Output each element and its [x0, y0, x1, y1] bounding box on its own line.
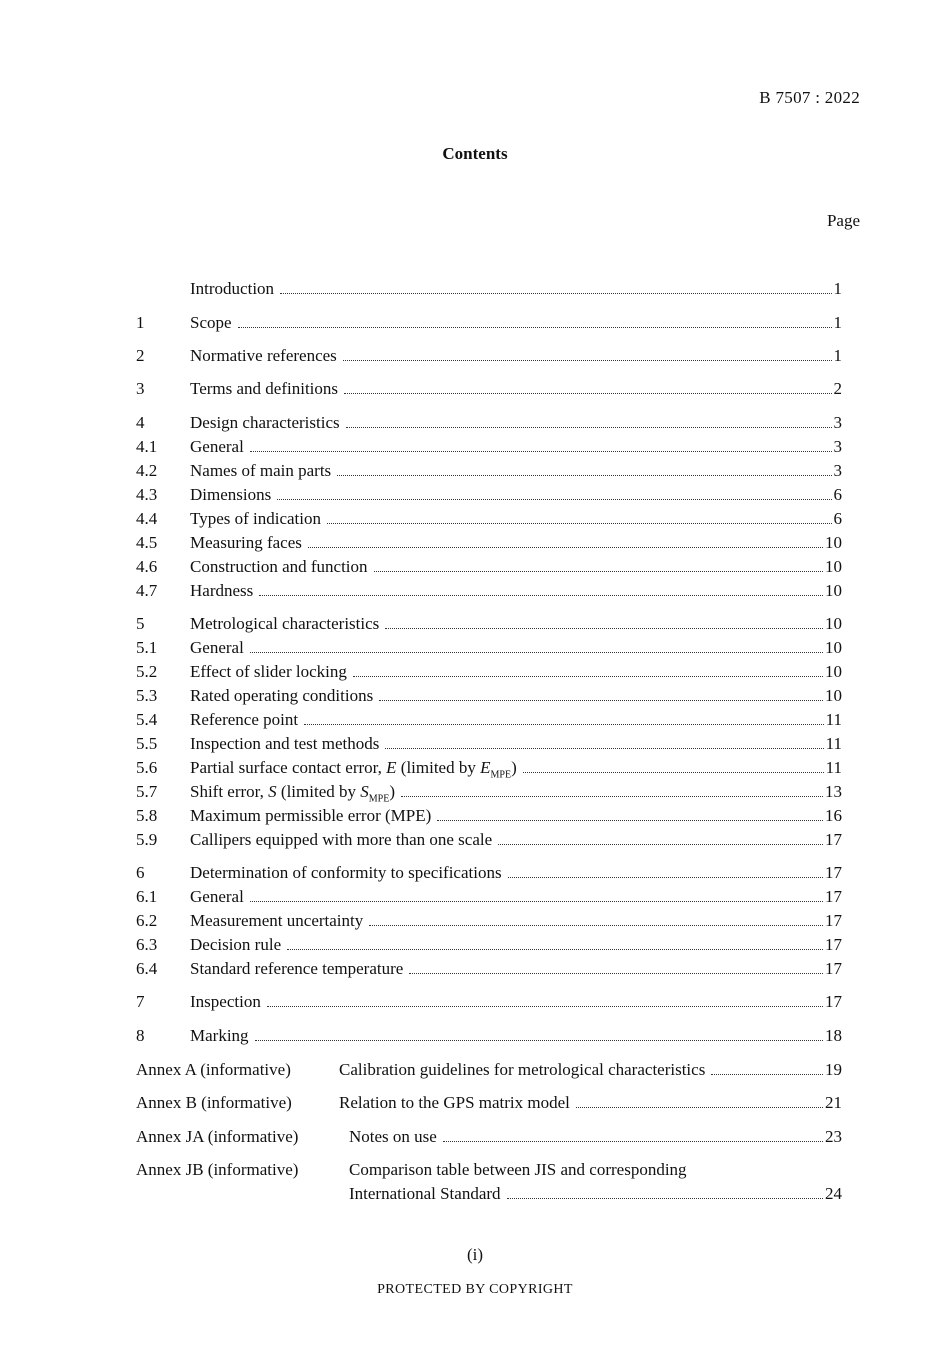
- toc-page-number: 17: [825, 830, 842, 849]
- dot-leader: [409, 973, 823, 974]
- toc-section-number: 5.6: [136, 758, 158, 777]
- toc-section-number: 6.4: [136, 959, 158, 978]
- toc-row[interactable]: [136, 377, 842, 401]
- toc-section-number: 6.1: [136, 887, 158, 906]
- toc-entry: [136, 1058, 842, 1082]
- dot-leader: [344, 393, 831, 394]
- toc-page-number: 3: [833, 437, 842, 456]
- toc-entry-label: Dimensions: [190, 485, 272, 504]
- annex-row[interactable]: [136, 1091, 842, 1115]
- toc-section-number: 2: [136, 346, 145, 365]
- toc-section-number: 4.4: [136, 509, 158, 528]
- toc-row[interactable]: [136, 411, 842, 435]
- dot-leader: [401, 796, 823, 797]
- toc-entry: [190, 1024, 842, 1048]
- toc-entry-label: Normative references: [190, 346, 337, 365]
- toc-section-number: 6.2: [136, 911, 158, 930]
- dot-leader: [287, 949, 823, 950]
- toc-row[interactable]: [136, 828, 842, 852]
- dot-leader: [346, 427, 832, 428]
- toc-row[interactable]: [136, 756, 842, 780]
- dot-leader: [443, 1141, 823, 1142]
- toc-row[interactable]: [136, 684, 842, 708]
- toc-section-number: 5.2: [136, 662, 158, 681]
- toc-entry: [190, 990, 842, 1014]
- toc-entry: [190, 636, 842, 660]
- toc-entry: [190, 885, 842, 909]
- dot-leader: [238, 327, 832, 328]
- toc-page-number: 16: [825, 806, 842, 825]
- toc-row[interactable]: [136, 708, 842, 732]
- toc-page-number: 13: [825, 782, 842, 801]
- toc-section-number: 6.3: [136, 935, 158, 954]
- toc-entry: [190, 828, 842, 852]
- toc-entry: [190, 804, 842, 828]
- label-text: (limited by: [276, 782, 361, 801]
- dot-leader: [374, 571, 823, 572]
- toc-row[interactable]: [136, 957, 842, 981]
- toc-entry-label: Determination of conformity to specifications: [190, 863, 502, 882]
- dot-leader: [327, 523, 831, 524]
- toc-page-number: 2: [833, 379, 842, 398]
- toc-entry-label: Construction and function: [190, 557, 368, 576]
- toc-entry-label: Names of main parts: [190, 461, 332, 480]
- toc-entry: [190, 435, 842, 459]
- toc-page-number: 17: [825, 959, 842, 978]
- annex-title: Calibration guidelines for metrological characteristics: [339, 1060, 706, 1079]
- toc-section-number: 3: [136, 379, 145, 398]
- toc-row[interactable]: [136, 311, 842, 335]
- toc-row[interactable]: [136, 277, 842, 301]
- document-number: B 7507 : 2022: [759, 88, 860, 107]
- toc-entry: [190, 933, 842, 957]
- toc-entry-label: Inspection: [190, 992, 261, 1011]
- toc-section-number: 5.7: [136, 782, 158, 801]
- toc-row[interactable]: [136, 732, 842, 756]
- toc-page-number: 11: [825, 734, 842, 753]
- toc-page-number: 17: [825, 911, 842, 930]
- toc-entry-continued: [136, 1182, 842, 1206]
- dot-leader: [337, 475, 831, 476]
- toc-entry: [190, 861, 842, 885]
- annex-row[interactable]: [136, 1158, 842, 1206]
- toc-page-number: 6: [833, 509, 842, 528]
- toc-row[interactable]: [136, 483, 842, 507]
- dot-leader: [277, 499, 831, 500]
- toc-row[interactable]: [136, 636, 842, 660]
- toc-entry: [190, 311, 842, 335]
- toc-row[interactable]: [136, 885, 842, 909]
- toc-entry-label: Measuring faces: [190, 533, 302, 552]
- math-variable: S: [268, 782, 277, 801]
- toc-entry: [190, 909, 842, 933]
- dot-leader: [369, 925, 823, 926]
- annex-title-line2: International Standard: [349, 1184, 501, 1203]
- toc-entry-label: Standard reference temperature: [190, 959, 404, 978]
- math-variable: E: [480, 758, 491, 777]
- toc-entry: [190, 344, 842, 368]
- toc-row[interactable]: [136, 507, 842, 531]
- toc-row[interactable]: [136, 1024, 842, 1048]
- toc-entry-label: Effect of slider locking: [190, 662, 347, 681]
- toc-entry-label: Terms and definitions: [190, 379, 339, 398]
- toc-page-number: 18: [825, 1026, 842, 1045]
- toc-section-number: 5.8: [136, 806, 158, 825]
- toc-row[interactable]: [136, 861, 842, 885]
- toc-row[interactable]: [136, 990, 842, 1014]
- toc-section-number: 5.4: [136, 710, 158, 729]
- dot-leader: [255, 1040, 823, 1041]
- toc-entry: [190, 957, 842, 981]
- label-text: (limited by: [396, 758, 481, 777]
- annex-row[interactable]: [136, 1058, 842, 1082]
- toc-row[interactable]: [136, 780, 842, 804]
- annex-designation: Annex B (informative): [136, 1093, 292, 1112]
- table-of-contents: [136, 0, 842, 1345]
- dot-leader: [259, 595, 823, 596]
- toc-page-number: 10: [825, 662, 842, 681]
- toc-page-number: 10: [825, 533, 842, 552]
- label-text: ): [511, 758, 517, 777]
- dot-leader: [353, 676, 823, 677]
- math-subscript: MPE: [368, 793, 390, 805]
- toc-section-number: 6: [136, 863, 145, 882]
- toc-page-number: 6: [833, 485, 842, 504]
- toc-row[interactable]: [136, 435, 842, 459]
- dot-leader: [385, 748, 823, 749]
- dot-leader: [508, 877, 823, 878]
- toc-page-number: 10: [825, 581, 842, 600]
- toc-page-number: 1: [833, 279, 842, 298]
- toc-page-number: 17: [825, 887, 842, 906]
- toc-entry: [136, 1091, 842, 1115]
- toc-row[interactable]: [136, 933, 842, 957]
- toc-entry: [190, 277, 842, 301]
- annex-title: Relation to the GPS matrix model: [339, 1093, 570, 1112]
- dot-leader: [385, 628, 823, 629]
- label-text: ): [389, 782, 395, 801]
- toc-page-number: 17: [825, 863, 842, 882]
- dot-leader: [379, 700, 823, 701]
- toc-entry-label: Callipers equipped with more than one scale: [190, 830, 493, 849]
- toc-entry: [190, 612, 842, 636]
- toc-entry-label: Design characteristics: [190, 413, 340, 432]
- toc-page-number: 1: [833, 313, 842, 332]
- dot-leader: [437, 820, 823, 821]
- dot-leader: [250, 901, 823, 902]
- toc-page-number: 11: [825, 758, 842, 777]
- toc-entry: [190, 660, 842, 684]
- toc-page-number: 3: [833, 413, 842, 432]
- toc-page-number: 11: [825, 710, 842, 729]
- toc-page-number: 3: [833, 461, 842, 480]
- math-variable: S: [360, 782, 369, 801]
- toc-page-number: 10: [825, 557, 842, 576]
- toc-entry-label: Hardness: [190, 581, 254, 600]
- dot-leader: [523, 772, 824, 773]
- toc-row[interactable]: [136, 804, 842, 828]
- annex-designation: Annex JA (informative): [136, 1127, 299, 1146]
- toc-page-number: 17: [825, 935, 842, 954]
- page-number: (i): [466, 1245, 484, 1264]
- annex-designation: Annex JB (informative): [136, 1160, 299, 1179]
- toc-page-number: 1: [833, 346, 842, 365]
- toc-section-number: 4.5: [136, 533, 158, 552]
- toc-entry-label: Inspection and test methods: [190, 734, 380, 753]
- toc-row[interactable]: [136, 555, 842, 579]
- toc-section-number: 4.1: [136, 437, 158, 456]
- toc-entry: [136, 1125, 842, 1149]
- math-subscript: MPE: [490, 769, 512, 781]
- dot-leader: [308, 547, 823, 548]
- toc-entry-label: Decision rule: [190, 935, 282, 954]
- toc-entry: [190, 483, 842, 507]
- toc-entry-label: General: [190, 887, 244, 906]
- toc-entry-label: Rated operating conditions: [190, 686, 374, 705]
- toc-entry: [190, 531, 842, 555]
- toc-row[interactable]: [136, 459, 842, 483]
- toc-section-number: 5.3: [136, 686, 158, 705]
- toc-row[interactable]: [136, 612, 842, 636]
- dot-leader: [250, 451, 832, 452]
- copyright-notice: PROTECTED BY COPYRIGHT: [377, 1282, 573, 1297]
- toc-section-number: 4.3: [136, 485, 158, 504]
- toc-entry-label: Scope: [190, 313, 232, 332]
- toc-entry-label: Metrological characteristics: [190, 614, 380, 633]
- toc-page-number: 10: [825, 638, 842, 657]
- toc-entry: [190, 555, 842, 579]
- toc-page-number: 21: [825, 1093, 842, 1112]
- annex-title: Comparison table between JIS and corresponding: [349, 1160, 687, 1179]
- dot-leader: [498, 844, 823, 845]
- toc-page-number: 10: [825, 614, 842, 633]
- toc-entry: [190, 684, 842, 708]
- annex-row[interactable]: [136, 1125, 842, 1149]
- label-text: Partial surface contact error,: [190, 758, 387, 777]
- page-title: Contents: [442, 144, 508, 163]
- dot-leader: [267, 1006, 823, 1007]
- toc-row[interactable]: [136, 344, 842, 368]
- annex-designation: Annex A (informative): [136, 1060, 291, 1079]
- toc-entry-label: Introduction: [190, 279, 275, 298]
- toc-page-number: 17: [825, 992, 842, 1011]
- page-column-header: Page: [826, 211, 860, 230]
- toc-section-number: 5.1: [136, 638, 158, 657]
- toc-entry: [190, 507, 842, 531]
- math-variable: E: [386, 758, 397, 777]
- toc-section-number: 5.5: [136, 734, 158, 753]
- annex-title: Notes on use: [349, 1127, 437, 1146]
- toc-page-number: 19: [825, 1060, 842, 1079]
- dot-leader: [304, 724, 824, 725]
- toc-section-number: 4.7: [136, 581, 158, 600]
- toc-entry: [190, 377, 842, 401]
- toc-entry: [190, 411, 842, 435]
- toc-entry-label: Marking: [190, 1026, 249, 1045]
- toc-entry-label: Types of indication: [190, 509, 322, 528]
- toc-row[interactable]: [136, 660, 842, 684]
- toc-section-number: 4.6: [136, 557, 158, 576]
- toc-entry: [190, 708, 842, 732]
- toc-entry: [136, 1158, 842, 1182]
- toc-section-number: 7: [136, 992, 145, 1011]
- toc-entry-label: Measurement uncertainty: [190, 911, 364, 930]
- toc-section-number: 1: [136, 313, 145, 332]
- dot-leader: [280, 293, 831, 294]
- toc-page-number: 10: [825, 686, 842, 705]
- toc-section-number: 4: [136, 413, 145, 432]
- toc-row[interactable]: [136, 909, 842, 933]
- dot-leader: [711, 1074, 823, 1075]
- toc-section-number: 5.9: [136, 830, 158, 849]
- toc-entry-label: General: [190, 437, 244, 456]
- toc-section-number: 5: [136, 614, 145, 633]
- toc-row[interactable]: [136, 531, 842, 555]
- toc-entry-label: General: [190, 638, 244, 657]
- toc-entry: [190, 732, 842, 756]
- toc-entry: [190, 579, 842, 603]
- toc-entry-label: Maximum permissible error (MPE): [190, 806, 432, 825]
- toc-entry-label: Reference point: [190, 710, 299, 729]
- label-text: Shift error,: [190, 782, 269, 801]
- toc-section-number: 4.2: [136, 461, 158, 480]
- toc-entry: [190, 459, 842, 483]
- dot-leader: [507, 1198, 823, 1199]
- dot-leader: [250, 652, 823, 653]
- toc-page-number: 24: [825, 1184, 842, 1203]
- toc-row[interactable]: [136, 579, 842, 603]
- toc-section-number: 8: [136, 1026, 145, 1045]
- dot-leader: [343, 360, 832, 361]
- toc-page-number: 23: [825, 1127, 842, 1146]
- dot-leader: [576, 1107, 823, 1108]
